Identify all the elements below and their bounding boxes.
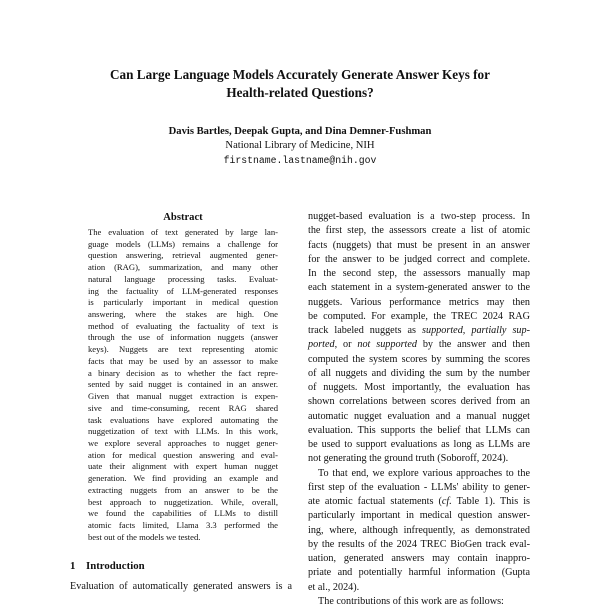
italic-text: not supported bbox=[357, 339, 417, 351]
body-line bbox=[308, 324, 530, 338]
section-heading-introduction bbox=[70, 559, 300, 573]
body-line: automatic nugget evaluation and a manual nugget bbox=[308, 410, 530, 422]
abstract-line: keys). Nuggets are text representing atomic bbox=[88, 344, 278, 355]
body-line: particularly important in medical question answer- bbox=[308, 510, 530, 522]
abstract-line: sive and time-consuming, recent RAG shared bbox=[88, 402, 278, 413]
italic-text: cf. bbox=[441, 496, 452, 507]
abstract-line: ation for medical question answering and eval- bbox=[88, 449, 278, 460]
abstract-line: facts that may be used by an assessor to make bbox=[88, 355, 278, 366]
section-title: Introduction bbox=[86, 560, 145, 572]
affiliation: National Library of Medicine, NIH bbox=[225, 140, 375, 151]
paper-title bbox=[40, 66, 560, 102]
abstract-line: sented by said nugget is contained in an answer. bbox=[88, 379, 278, 390]
section-number: 1 bbox=[70, 560, 76, 572]
abstract-line: nuggetization of text with LLMs. In this work, bbox=[88, 426, 278, 437]
body-line: each statement in a system-generated answer to the bbox=[308, 282, 530, 294]
author-list: Davis Bartles, Deepak Gupta, and Dina Demner-Fushman bbox=[168, 126, 432, 137]
body-line bbox=[308, 495, 530, 509]
body-line: uation, generated answers may contain inappro- bbox=[308, 553, 530, 564]
contact-email: firstname.lastname@nih.gov bbox=[223, 155, 377, 166]
body-text: Table 1). This is bbox=[451, 496, 530, 507]
abstract-line: answering, where the stakes are high. One bbox=[88, 309, 278, 320]
body-line: first step of the evaluation - LLMs' ability to gener- bbox=[308, 481, 530, 493]
abstract-line: ing the factuality of LLM-generated responses bbox=[88, 285, 278, 296]
body-line: To that end, we explore various approaches to the bbox=[318, 467, 530, 479]
body-line: not generating the ground truth (Soboroff, 2024). bbox=[308, 453, 509, 465]
abstract-line: uate their alignment with expert human nugget bbox=[88, 461, 278, 472]
body-line: for the answer to be judged correct and complete. bbox=[308, 253, 530, 265]
italic-text: supported, partially sup- bbox=[422, 325, 530, 336]
body-line: of nuggets. Most importantly, the evaluation has bbox=[308, 382, 530, 393]
abstract-line: task evaluations have explored automating the bbox=[88, 414, 278, 425]
italic-text: ported bbox=[308, 339, 335, 351]
body-line: priate and potentially harmful information (Gupta bbox=[308, 567, 530, 579]
body-line: ing, where, although infrequently, as demonstrated bbox=[308, 524, 530, 536]
body-text: , or bbox=[334, 339, 358, 351]
abstract-line: extracting nuggets from an answer to be the bbox=[88, 484, 278, 495]
body-line: nuggets. Various performance metrics may then bbox=[308, 296, 530, 308]
intro-line: Evaluation of automatically generated answers is a bbox=[70, 581, 292, 592]
body-line: computed the system scores by summing the scores bbox=[308, 353, 530, 365]
body-line: et al., 2024). bbox=[308, 581, 360, 593]
abstract-line: best out of the models we tested. bbox=[88, 531, 201, 542]
body-line: be used to support evaluations as long as LLMs are bbox=[308, 439, 530, 450]
abstract-line: we explore several approaches to nugget gener- bbox=[88, 437, 278, 448]
body-line: the first step, the assessors create a list of atomic bbox=[308, 225, 530, 237]
body-line: nugget-based evaluation is a two-step process. In bbox=[308, 211, 530, 222]
body-line: The contributions of this work are as follows: bbox=[318, 595, 504, 607]
abstract-line: method of evaluating the factuality of text is bbox=[88, 320, 278, 331]
body-line: In the second step, the assessors manually map bbox=[308, 268, 530, 279]
abstract-line: a binary decision as to whether the fact repre- bbox=[88, 367, 278, 378]
abstract-line: The evaluation of text generated by large lan- bbox=[88, 227, 278, 237]
body-text: ate atomic factual statements ( bbox=[308, 496, 442, 507]
abstract-line: best approach to nuggetization. While, overall, bbox=[88, 496, 278, 507]
body-line: by the results of the 2024 TREC BioGen track eval- bbox=[308, 538, 530, 550]
abstract-line: through the use of information nuggets (answer bbox=[88, 332, 278, 343]
abstract-line: Given that manual nugget extraction is expen- bbox=[88, 391, 278, 402]
body-text: track labeled nuggets as bbox=[308, 325, 423, 336]
right-column-text bbox=[308, 210, 530, 609]
introduction-body bbox=[70, 580, 292, 594]
abstract-line: ation (RAG), summarization, and many other bbox=[88, 262, 278, 273]
abstract-line: question answering, retrieval augmented gener- bbox=[88, 250, 278, 261]
body-line: shown correlations between scores derived from an bbox=[308, 396, 530, 408]
abstract-line: we found the capabilities of LLMs to distill bbox=[88, 508, 278, 519]
body-line bbox=[308, 338, 530, 352]
title-line-2: Health-related Questions? bbox=[226, 85, 374, 100]
body-line: evaluation. This supports the belief that LLMs can bbox=[308, 424, 530, 436]
body-line: facts (nuggets) that must be present in an answer bbox=[308, 239, 530, 251]
abstract-line: guage models (LLMs) remains a challenge for bbox=[88, 238, 278, 249]
abstract-body bbox=[88, 227, 278, 543]
body-line: be computed. For example, the TREC 2024 RAG bbox=[308, 310, 530, 322]
abstract-line: is particularly important in medical question bbox=[88, 297, 278, 308]
abstract-line: natural language processing tasks. Evaluat- bbox=[88, 273, 278, 284]
abstract-line: generation. We find providing an example and bbox=[88, 473, 278, 484]
title-line-1: Can Large Language Models Accurately Generate Answer Keys for bbox=[110, 67, 490, 82]
body-text: by the answer and then bbox=[416, 339, 530, 351]
abstract-heading: Abstract bbox=[163, 212, 203, 223]
abstract-line: atomic facts limited, Llama 3.3 performed the bbox=[88, 519, 278, 530]
body-line: of all nuggets and dividing the sum by the number bbox=[308, 367, 530, 379]
